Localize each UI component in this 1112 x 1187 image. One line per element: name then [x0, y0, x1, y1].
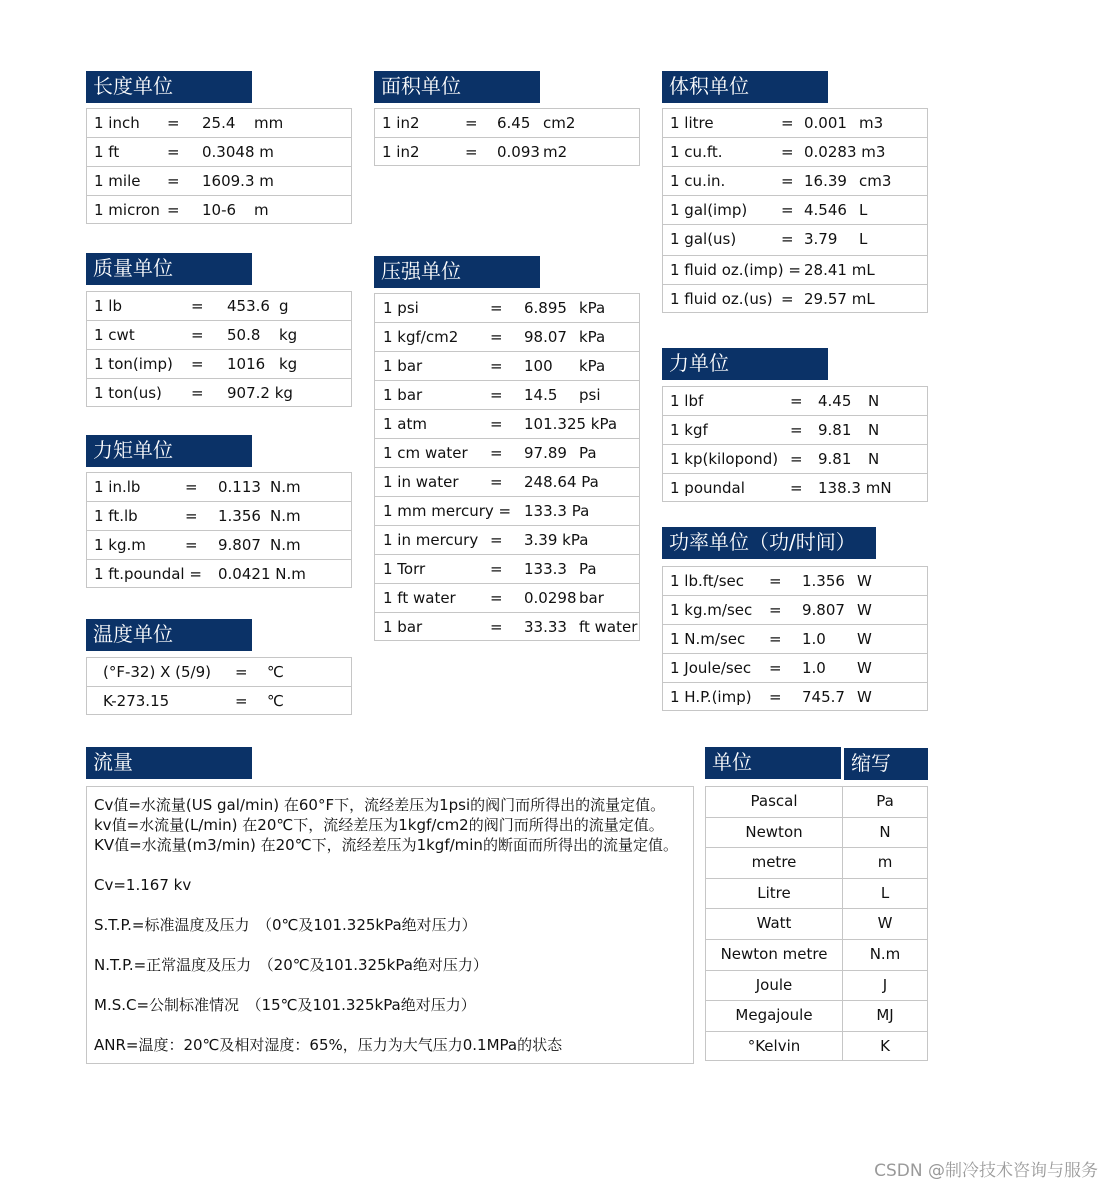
torque-row: [87, 530, 351, 559]
mass-cell: 907.2 kg: [227, 384, 293, 402]
temperature-cell: K-273.15: [103, 692, 170, 710]
power-cell: =: [769, 659, 782, 677]
torque-header: 力矩单位: [86, 435, 252, 467]
temperature-cell: (°F-32) X (5/9): [103, 663, 211, 681]
force-row: [663, 386, 927, 415]
length-cell: 1609.3 m: [202, 172, 274, 190]
length-table: [86, 108, 352, 224]
abbrev-row: [706, 786, 927, 817]
abbrev-row: [706, 1000, 927, 1031]
flow-cv-kv-relation: Cv=1.167 kv: [94, 876, 192, 894]
length-row: [87, 166, 351, 195]
abbrev-symbol: W: [877, 914, 893, 933]
volume-cell: L: [859, 201, 868, 219]
flow-cv-definition: Cv值=水流量(US gal/min) 在60°F下，流经差压为1psi的阀门而所得出的流量定值。: [94, 796, 666, 814]
force-row: [663, 415, 927, 444]
area-row: [375, 108, 639, 137]
torque-cell: 1.356: [218, 507, 261, 525]
pressure-cell: =: [490, 560, 503, 578]
flow-msc: M.S.C=公制标准情况 （15℃及101.325kPa绝对压力）: [94, 996, 476, 1014]
volume-cell: =: [781, 143, 794, 161]
abbrev-row: [706, 908, 927, 939]
volume-cell: 1 gal(imp): [670, 201, 748, 219]
pressure-cell: 1 psi: [383, 299, 419, 317]
power-cell: W: [857, 572, 872, 590]
force-table: [662, 386, 928, 502]
length-cell: 1 micron: [94, 201, 160, 219]
pressure-cell: 97.89: [524, 444, 567, 462]
abbrev-unit: Pascal: [706, 787, 843, 817]
force-cell: 1 kp(kilopond): [670, 450, 779, 468]
power-cell: W: [857, 601, 872, 619]
force-cell: 1 kgf: [670, 421, 708, 439]
pressure-cell: =: [490, 589, 503, 607]
abbrev-unit: Megajoule: [706, 1001, 843, 1031]
force-cell: 1 poundal: [670, 479, 745, 497]
pressure-cell: 1 Torr: [383, 560, 426, 578]
mass-row: [87, 320, 351, 349]
abbrev-symbol: Pa: [876, 792, 894, 810]
abbrev-abbr-header: 缩写: [844, 748, 928, 780]
force-cell: =: [790, 392, 803, 410]
power-row: [663, 624, 927, 653]
mass-row: [87, 349, 351, 378]
pressure-cell: 133.3 Pa: [524, 502, 590, 520]
torque-cell: 1 in.lb: [94, 478, 141, 496]
pressure-cell: =: [490, 386, 503, 404]
volume-cell: 4.546: [804, 201, 847, 219]
torque-table: [86, 472, 352, 588]
mass-cell: 1 lb: [94, 297, 123, 315]
pressure-cell: 1 in water: [383, 473, 459, 491]
power-cell: W: [857, 688, 872, 706]
abbrev-symbol: N: [879, 822, 891, 841]
pressure-cell: =: [490, 531, 503, 549]
volume-row: [663, 195, 927, 224]
torque-cell: N.m: [270, 507, 301, 525]
abbrev-row: [706, 970, 927, 1001]
volume-row: [663, 166, 927, 195]
power-header: 功率单位（功/时间）: [662, 527, 876, 559]
abbrev-table: [705, 786, 928, 1061]
torque-cell: =: [185, 536, 198, 554]
area-header: 面积单位: [374, 71, 540, 103]
mass-cell: 1 ton(imp): [94, 355, 173, 373]
abbrev-symbol: m: [877, 853, 893, 872]
pressure-row: [375, 322, 639, 351]
length-cell: 0.3048 m: [202, 143, 274, 161]
power-cell: 1 Joule/sec: [670, 659, 752, 677]
mass-cell: =: [191, 297, 204, 315]
volume-cell: 0.001: [804, 114, 847, 132]
volume-cell: =: [781, 114, 794, 132]
pressure-cell: 1 bar: [383, 386, 423, 404]
pressure-header: 压强单位: [374, 256, 540, 288]
area-cell: 1 in2: [382, 114, 420, 132]
area-table: [374, 108, 640, 166]
abbrev-unit-header: 单位: [705, 747, 841, 779]
power-cell: 1.0: [802, 630, 826, 648]
torque-cell: N.m: [270, 536, 301, 554]
length-cell: 1 inch: [94, 114, 140, 132]
mass-row: [87, 378, 351, 407]
pressure-cell: 1 ft water: [383, 589, 456, 607]
volume-cell: 1 fluid oz.(us): [670, 290, 773, 308]
power-row: [663, 566, 927, 595]
area-cell: m2: [543, 143, 568, 161]
power-cell: 1 kg.m/sec: [670, 601, 753, 619]
volume-cell: 1 fluid oz.(imp) =: [670, 261, 801, 279]
length-cell: 1 mile: [94, 172, 141, 190]
abbrev-symbol: K: [880, 1036, 890, 1055]
volume-row: [663, 108, 927, 137]
flow-notes: [86, 786, 694, 1064]
volume-cell: 1 gal(us): [670, 230, 737, 248]
pressure-cell: =: [490, 618, 503, 636]
length-cell: 25.4: [202, 114, 236, 132]
volume-row: [663, 284, 927, 313]
area-cell: 0.093: [497, 143, 540, 161]
length-row: [87, 195, 351, 224]
length-cell: 10-6: [202, 201, 237, 219]
pressure-row: [375, 409, 639, 438]
volume-cell: 0.0283 m3: [804, 143, 886, 161]
length-cell: =: [167, 114, 180, 132]
pressure-cell: bar: [579, 589, 604, 607]
power-table: [662, 566, 928, 711]
abbrev-row: [706, 847, 927, 878]
pressure-cell: =: [490, 473, 503, 491]
temperature-row: [87, 657, 351, 686]
pressure-cell: 33.33: [524, 618, 567, 636]
volume-cell: =: [781, 172, 794, 190]
abbrev-row: [706, 817, 927, 848]
volume-cell: 1 cu.in.: [670, 172, 726, 190]
mass-row: [87, 291, 351, 320]
mass-cell: =: [191, 326, 204, 344]
volume-cell: L: [859, 230, 868, 248]
torque-cell: 9.807: [218, 536, 261, 554]
volume-cell: 1 cu.ft.: [670, 143, 723, 161]
watermark: CSDN @制冷技术咨询与服务: [874, 1161, 1098, 1181]
power-cell: =: [769, 688, 782, 706]
torque-row: [87, 501, 351, 530]
abbrev-row: [706, 878, 927, 909]
pressure-cell: 14.5: [524, 386, 558, 404]
length-cell: m: [254, 201, 269, 219]
pressure-cell: 3.39 kPa: [524, 531, 589, 549]
pressure-cell: kPa: [579, 328, 606, 346]
force-row: [663, 473, 927, 502]
pressure-cell: 1 cm water: [383, 444, 468, 462]
pressure-table: [374, 293, 640, 641]
abbrev-row: [706, 939, 927, 970]
pressure-cell: 6.895: [524, 299, 567, 317]
torque-cell: 1 kg.m: [94, 536, 146, 554]
force-row: [663, 444, 927, 473]
pressure-cell: ft water: [579, 618, 638, 636]
torque-row: [87, 472, 351, 501]
mass-cell: 1016: [227, 355, 266, 373]
pressure-cell: 100: [524, 357, 553, 375]
length-cell: =: [167, 201, 180, 219]
pressure-cell: 1 kgf/cm2: [383, 328, 459, 346]
power-row: [663, 653, 927, 682]
pressure-row: [375, 293, 639, 322]
abbrev-row: [706, 1031, 927, 1062]
pressure-cell: =: [490, 328, 503, 346]
pressure-cell: 0.0298: [524, 589, 577, 607]
temperature-cell: =: [235, 692, 248, 710]
abbrev-unit: metre: [706, 848, 843, 878]
pressure-cell: psi: [579, 386, 601, 404]
volume-cell: cm3: [859, 172, 892, 190]
force-cell: =: [790, 479, 803, 497]
pressure-cell: 1 atm: [383, 415, 427, 433]
pressure-cell: 248.64 Pa: [524, 473, 599, 491]
abbrev-unit: Newton metre: [706, 940, 843, 970]
pressure-cell: =: [490, 299, 503, 317]
power-cell: 1.0: [802, 659, 826, 677]
pressure-cell: 1 bar: [383, 618, 423, 636]
area-cell: 1 in2: [382, 143, 420, 161]
force-cell: 1 lbf: [670, 392, 704, 410]
area-cell: cm2: [543, 114, 576, 132]
pressure-row: [375, 438, 639, 467]
mass-cell: 453.6: [227, 297, 270, 315]
power-row: [663, 595, 927, 624]
area-cell: 6.45: [497, 114, 531, 132]
abbrev-unit: Watt: [706, 909, 843, 939]
pressure-cell: =: [490, 444, 503, 462]
abbrev-symbol: N.m: [869, 944, 901, 963]
pressure-cell: 1 bar: [383, 357, 423, 375]
abbrev-unit: Litre: [706, 879, 843, 909]
abbrev-symbol: J: [882, 975, 888, 994]
power-cell: 1 N.m/sec: [670, 630, 746, 648]
torque-row: [87, 559, 351, 588]
volume-cell: =: [781, 230, 794, 248]
temperature-row: [87, 686, 351, 715]
length-row: [87, 108, 351, 137]
pressure-cell: kPa: [579, 357, 606, 375]
mass-cell: 1 ton(us): [94, 384, 162, 402]
force-cell: =: [790, 450, 803, 468]
mass-table: [86, 291, 352, 407]
flow-anr: ANR=温度：20℃及相对湿度：65%，压力为大气压力0.1MPa的状态: [94, 1036, 563, 1054]
mass-cell: 50.8: [227, 326, 261, 344]
area-cell: =: [465, 143, 478, 161]
flow-header: 流量: [86, 747, 252, 779]
pressure-row: [375, 380, 639, 409]
pressure-row: [375, 525, 639, 554]
volume-row: [663, 224, 927, 253]
power-cell: 9.807: [802, 601, 845, 619]
pressure-cell: Pa: [579, 444, 597, 462]
area-row: [375, 137, 639, 166]
volume-cell: 29.57 mL: [804, 290, 875, 308]
temperature-cell: =: [235, 663, 248, 681]
torque-cell: =: [185, 478, 198, 496]
mass-header: 质量单位: [86, 253, 252, 285]
pressure-row: [375, 554, 639, 583]
pressure-cell: 133.3: [524, 560, 567, 578]
pressure-cell: =: [490, 357, 503, 375]
power-cell: 1.356: [802, 572, 845, 590]
volume-cell: 16.39: [804, 172, 847, 190]
abbrev-unit: °Kelvin: [706, 1032, 843, 1061]
power-cell: =: [769, 601, 782, 619]
pressure-row: [375, 351, 639, 380]
volume-cell: 1 litre: [670, 114, 714, 132]
pressure-row: [375, 467, 639, 496]
power-cell: W: [857, 659, 872, 677]
power-cell: 1 H.P.(imp): [670, 688, 752, 706]
torque-cell: 1 ft.lb: [94, 507, 138, 525]
volume-cell: 28.41 mL: [804, 261, 875, 279]
power-cell: 745.7: [802, 688, 845, 706]
volume-cell: 3.79: [804, 230, 838, 248]
pressure-cell: 101.325 kPa: [524, 415, 618, 433]
abbrev-unit: Newton: [706, 818, 843, 848]
volume-cell: m3: [859, 114, 884, 132]
area-cell: =: [465, 114, 478, 132]
mass-cell: 1 cwt: [94, 326, 135, 344]
force-cell: 4.45: [818, 392, 852, 410]
length-cell: =: [167, 143, 180, 161]
torque-cell: N.m: [270, 478, 301, 496]
temperature-cell: ℃: [267, 663, 284, 681]
torque-cell: 0.113: [218, 478, 261, 496]
abbrev-symbol: L: [880, 883, 890, 902]
force-cell: 138.3 mN: [818, 479, 892, 497]
pressure-cell: 98.07: [524, 328, 567, 346]
flow-KV-definition: KV值=水流量(m3/min) 在20℃下，流经差压为1kgf/min的断面而所得出的流量定值。: [94, 836, 678, 854]
flow-kv-definition: kv值=水流量(L/min) 在20℃下，流经差压为1kgf/cm2的阀门而所得出的流量定值。: [94, 816, 664, 834]
temperature-header: 温度单位: [86, 619, 252, 651]
pressure-row: [375, 583, 639, 612]
power-cell: =: [769, 630, 782, 648]
length-header: 长度单位: [86, 71, 252, 103]
pressure-cell: 1 in mercury: [383, 531, 479, 549]
torque-cell: 0.0421 N.m: [218, 565, 306, 583]
power-cell: =: [769, 572, 782, 590]
volume-row: [663, 255, 927, 284]
flow-ntp: N.T.P.=正常温度及压力 （20℃及101.325kPa绝对压力）: [94, 956, 488, 974]
mass-cell: kg: [279, 355, 298, 373]
force-cell: N: [868, 450, 880, 468]
length-row: [87, 137, 351, 166]
pressure-cell: kPa: [579, 299, 606, 317]
torque-cell: 1 ft.poundal =: [94, 565, 202, 583]
force-cell: 9.81: [818, 421, 852, 439]
mass-cell: =: [191, 384, 204, 402]
abbrev-unit: Joule: [706, 971, 843, 1001]
mass-cell: =: [191, 355, 204, 373]
force-header: 力单位: [662, 348, 828, 380]
flow-stp: S.T.P.=标准温度及压力 （0℃及101.325kPa绝对压力）: [94, 916, 477, 934]
volume-header: 体积单位: [662, 71, 828, 103]
pressure-row: [375, 612, 639, 641]
abbrev-symbol: MJ: [876, 1006, 894, 1025]
temperature-cell: ℃: [267, 692, 284, 710]
mass-cell: g: [279, 297, 289, 315]
length-cell: mm: [254, 114, 284, 132]
pressure-cell: =: [490, 415, 503, 433]
power-row: [663, 682, 927, 711]
force-cell: 9.81: [818, 450, 852, 468]
volume-row: [663, 137, 927, 166]
length-cell: =: [167, 172, 180, 190]
volume-cell: =: [781, 201, 794, 219]
pressure-row: [375, 496, 639, 525]
power-cell: W: [857, 630, 872, 648]
volume-cell: =: [781, 290, 794, 308]
pressure-cell: 1 mm mercury =: [383, 502, 512, 520]
torque-cell: =: [185, 507, 198, 525]
volume-table: [662, 108, 928, 313]
mass-cell: kg: [279, 326, 298, 344]
temperature-table: [86, 657, 352, 715]
force-cell: N: [868, 421, 880, 439]
length-cell: 1 ft: [94, 143, 120, 161]
force-cell: N: [868, 392, 880, 410]
power-cell: 1 lb.ft/sec: [670, 572, 745, 590]
pressure-cell: Pa: [579, 560, 597, 578]
force-cell: =: [790, 421, 803, 439]
